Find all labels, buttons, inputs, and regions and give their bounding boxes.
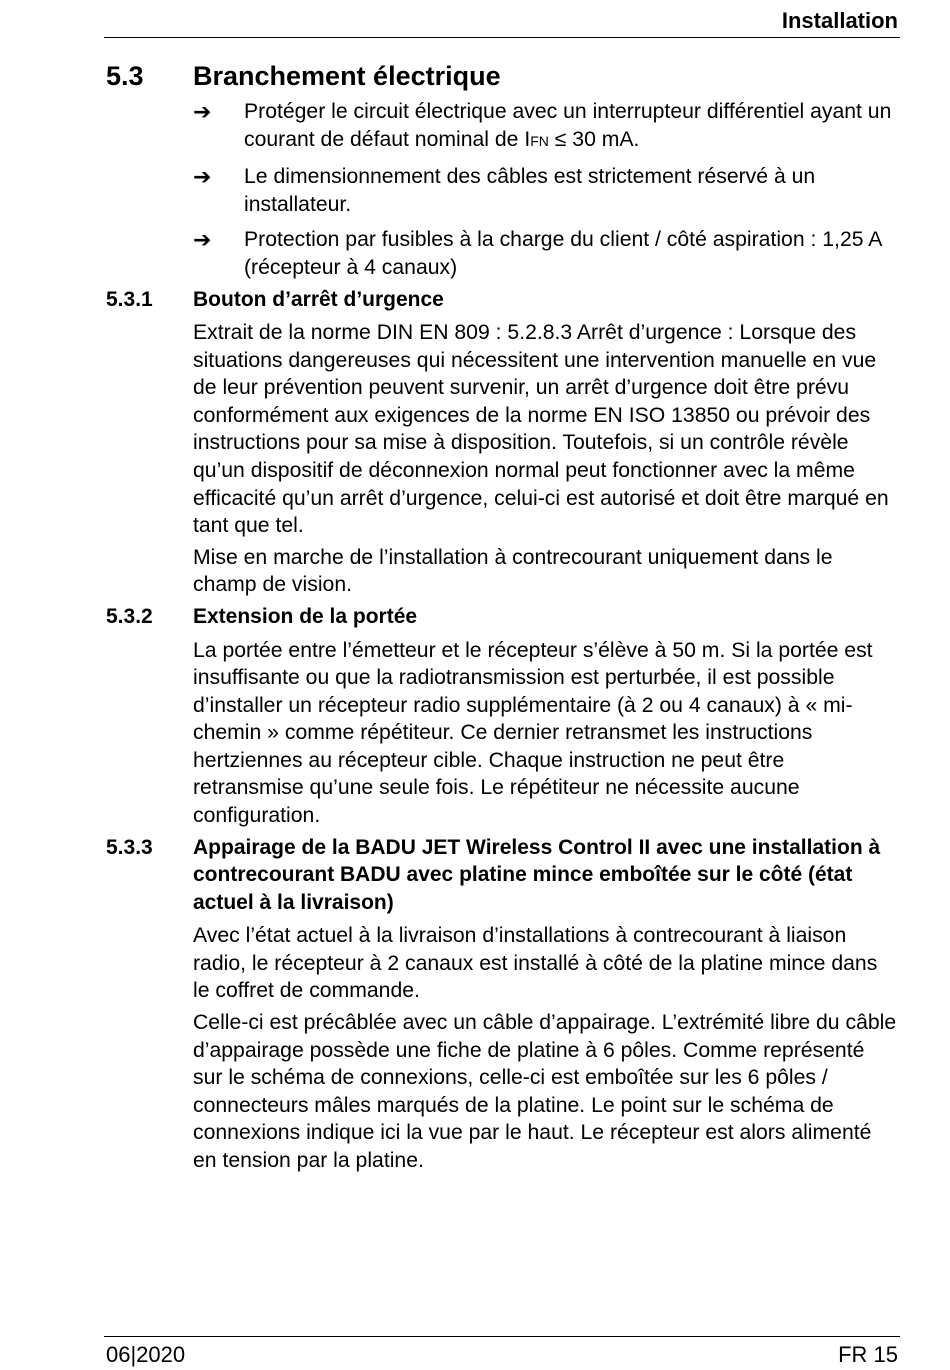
subsection-number: 5.3.3 [106,835,153,859]
bullet-text: Protection par fusibles à la charge du client / côté aspiration : 1,25 A (récepteur à 4 canaux) [244,228,882,279]
arrow-right-icon: ➔ [193,99,212,124]
bullet-item [193,98,898,155]
paragraph: Mise en marche de l’installation à contrecourant uniquement dans le champ de vision. [193,545,833,597]
footer-divider [104,1336,900,1337]
subsection-title: Extension de la portée [193,605,418,628]
section-number: 5.3 [106,61,144,91]
subsection-body [193,922,898,1174]
header-divider [104,37,900,38]
subsection-title: Appairage de la BADU JET Wireless Control II avec une installation à contrecourant BADU avec platine mince emboîtée sur le côté (état actuel à la livraison) [193,835,881,914]
header-title: Installation [781,8,898,33]
footer-date: 06|2020 [106,1342,186,1367]
arrow-right-icon: ➔ [193,227,212,253]
section-heading [106,58,898,94]
page-content [106,58,898,1179]
subsection-body [193,637,898,830]
section-title: Branchement électrique [193,61,501,91]
subsection-number: 5.3.2 [106,605,153,628]
bullet-item [193,163,898,218]
subsection-heading [106,834,898,917]
bullet-item [193,226,898,281]
subsection-number: 5.3.1 [106,287,153,311]
bullet-text: Le dimensionnement des câbles est strictement réservé à un installateur. [244,165,816,216]
subscript-fn: FN [530,132,549,149]
subsection-title: Bouton d’arrêt d’urgence [193,287,444,311]
paragraph: Celle-ci est précâblée avec un câble d’appairage. L’extrémité libre du câble d’appairage possède une fiche de platine à 6 pôles. Comme représenté sur le schéma de connexions, celle-ci est emboîtée sur les 6 pôles / connecteurs mâles marqués de la platine. Le point sur le schéma de connexions indique ici la vue par le haut. Le récepteur est alors alimenté en tension par la platine. [193,1010,897,1172]
page-number: FR 15 [838,1342,898,1367]
subsection-heading [106,286,898,314]
subsection-heading [106,603,898,631]
arrow-right-icon: ➔ [193,164,212,190]
paragraph: Avec l’état actuel à la livraison d’installations à contrecourant à liaison radio, le récepteur à 2 canaux est installé à côté de la platine mince dans le coffret de commande. [193,924,878,1003]
bullet-text: Protéger le circuit électrique avec un interrupteur différentiel ayant un courant de défaut nominal de IFN ≤ 30 mA. [244,100,892,151]
paragraph: Extrait de la norme DIN EN 809 : 5.2.8.3 Arrêt d’urgence : Lorsque des situations dangereuses qui nécessitent une intervention manuelle en vue de leur prévention peuvent survenir, un arrêt d’urgence doit être prévu conformément aux exigences de la norme EN ISO 13850 ou prévoir des instructions pour sa mise à disposition. Toutefois, si un contrôle révèle qu’un dispositif de déconnexion normal peut fonctionner avec la même efficacité qu’un arrêt d’urgence, celui-ci est autorisé et doit être marqué en tant que tel. [193,321,889,538]
paragraph: La portée entre l’émetteur et le récepteur s’élève à 50 m. Si la portée est insuffisante ou que la radiotransmission est perturbée, il est possible d’installer un récepteur radio supplémentaire (à 2 ou 4 canaux) à « mi-chemin » comme répétiteur. Ce dernier retransmet les instructions hertziennes au récepteur cible. Chaque instruction ne peut être retransmise qu’une seule fois. Le répétiteur ne nécessite aucune configuration. [193,638,873,828]
subsection-body [193,319,898,599]
